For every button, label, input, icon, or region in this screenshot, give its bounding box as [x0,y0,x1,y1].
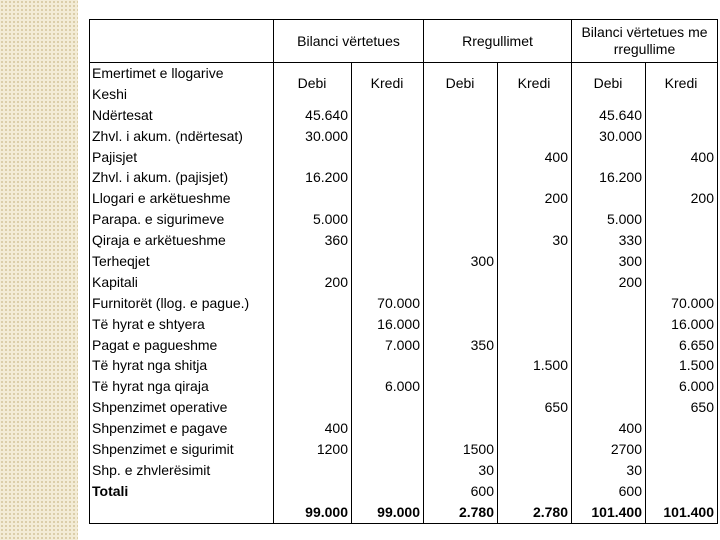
cell-value [276,147,349,168]
cell-value: 16.000 [671,315,714,332]
cell-value [426,355,495,376]
group-header-rregullimet: Rregullimet [424,20,572,63]
account-name: Ndërtesat [92,106,153,123]
account-name: Terheqjet [92,253,150,270]
cell-value: 360 [324,232,348,249]
cell-value [426,314,495,335]
cell-value [574,335,643,356]
cell-value [276,314,349,335]
cell-value [276,251,349,272]
cell-value: 300 [470,253,494,270]
subheader-kredi: Kredi [370,75,404,91]
cell-value [354,188,421,209]
cell-value [500,272,569,293]
account-name: Keshi [92,85,128,102]
account-name: Pajisjet [92,148,138,165]
total-label: Totali [92,482,129,499]
column-rr-debi [424,63,498,524]
account-name: Shpenzimet e sigurimit [92,441,234,458]
group-header-bilanci: Bilanci vërtetues [274,20,424,63]
cell-value: 6.650 [678,336,714,353]
cell-value [500,126,569,147]
cell-value [426,418,495,439]
cell-value [276,397,349,418]
column-bvr-debi [572,63,646,524]
cell-value: 30 [626,461,642,478]
account-name: Të hyrat nga shitja [92,357,208,374]
cell-value [500,314,569,335]
cell-value [354,251,421,272]
cell-value [426,376,495,397]
column-bv-debi [274,63,352,524]
subheader-debi: Debi [297,75,327,91]
cell-value: 200 [544,190,568,207]
subheader-kredi: Kredi [517,75,551,91]
cell-value [500,293,569,314]
cell-value [426,272,495,293]
cell-value: 30.000 [599,127,642,144]
cell-value: 350 [470,336,494,353]
cell-value [426,397,495,418]
account-name: Të hyrat nga qiraja [92,378,209,395]
cell-value [426,126,495,147]
cell-value [354,439,421,460]
cell-value: 7.000 [384,336,420,353]
cell-value [648,126,715,147]
cell-value [426,209,495,230]
cell-value [500,439,569,460]
cell-value [574,188,643,209]
cell-value [354,397,421,418]
cell-value [500,481,569,502]
names-column-header: Emertimet e llogarive [92,65,224,81]
cell-value [648,481,715,502]
account-name: Furnitorët (llog. e pague.) [92,294,250,311]
cell-value [354,355,421,376]
cell-value: 70.000 [377,294,420,311]
cell-value [648,272,715,293]
cell-value [574,376,643,397]
group-header-bilanci-rregullime: Bilanci vërtetues me rregullime [572,20,718,63]
cell-value [574,314,643,335]
cell-value [276,293,349,314]
cell-value [500,460,569,481]
total-bv-kredi: 99.000 [377,503,420,520]
cell-value: 650 [544,399,568,416]
cell-value [354,105,421,126]
names-header-spacer [90,20,274,63]
cell-value [354,209,421,230]
column-rr-kredi [498,63,572,524]
cell-value [426,230,495,251]
account-name: Shpenzimet operative [92,399,228,416]
account-name: Llogari e arkëtueshme [92,190,231,207]
cell-value [426,147,495,168]
cell-value [426,293,495,314]
cell-value [276,376,349,397]
cell-value [354,230,421,251]
cell-value [354,272,421,293]
account-name: Shpenzimet e pagave [92,420,228,437]
cell-value: 650 [690,399,714,416]
cell-value [648,460,715,481]
cell-value [426,188,495,209]
cell-value: 1500 [462,441,494,458]
cell-value [648,251,715,272]
cell-value: 1.500 [532,357,568,374]
cell-value [500,418,569,439]
cell-value: 330 [618,232,642,249]
total-rr-debi: 2.780 [458,503,494,520]
cell-value [500,335,569,356]
decorative-side-pattern [0,0,78,540]
cell-value: 200 [324,273,348,290]
cell-value [574,147,643,168]
subheader-kredi: Kredi [664,75,698,91]
column-bvr-kredi [646,63,718,524]
cell-value [354,167,421,188]
cell-value: 400 [618,420,642,437]
subheader-debi: Debi [593,75,623,91]
cell-value [648,167,715,188]
cell-value [574,355,643,376]
cell-value [500,251,569,272]
cell-value: 200 [618,273,642,290]
cell-value [276,188,349,209]
cell-value [276,335,349,356]
cell-value: 1200 [316,441,348,458]
cell-value [574,397,643,418]
account-names-column [90,63,274,524]
cell-value: 45.640 [599,106,642,123]
account-name: Pagat e pagueshme [92,336,218,353]
cell-value: 70.000 [671,294,714,311]
cell-value [648,209,715,230]
account-name: Zhvl. i akum. (ndërtesat) [92,127,243,144]
cell-value [648,230,715,251]
cell-value: 45.640 [305,106,348,123]
cell-value: 16.000 [377,315,420,332]
cell-value [426,105,495,126]
total-rr-kredi: 2.780 [532,503,568,520]
cell-value [500,167,569,188]
cell-value [354,126,421,147]
cell-value: 30 [478,461,494,478]
cell-value [354,418,421,439]
cell-value: 400 [690,148,714,165]
cell-value: 400 [324,420,348,437]
cell-value: 16.200 [305,169,348,186]
subheader-debi: Debi [445,75,475,91]
total-bv-debi: 99.000 [305,503,348,520]
cell-value [574,293,643,314]
cell-value [354,147,421,168]
column-bv-kredi [352,63,424,524]
total-bvr-kredi: 101.400 [663,503,714,520]
cell-value [354,481,421,502]
account-names-list [92,84,271,481]
total-bvr-debi: 101.400 [591,503,642,520]
cell-value [354,460,421,481]
cell-value: 5.000 [606,211,642,228]
cell-value: 6.000 [678,378,714,395]
cell-value [426,167,495,188]
cell-value: 200 [690,190,714,207]
ledger-body-row [90,63,718,524]
cell-value: 600 [618,482,642,499]
trial-balance-table [89,19,718,524]
account-name: Zhvl. i akum. (pajisjet) [92,169,229,186]
cell-value [648,439,715,460]
cell-value: 300 [618,253,642,270]
cell-value: 30.000 [305,127,348,144]
cell-value: 16.200 [599,169,642,186]
cell-value [500,376,569,397]
cell-value: 1.500 [678,357,714,374]
account-name: Të hyrat e shtyera [92,315,205,332]
cell-value [276,460,349,481]
cell-value [276,355,349,376]
group-header-row [90,20,718,63]
cell-value: 30 [552,232,568,249]
cell-value: 400 [544,148,568,165]
cell-value: 2700 [610,441,642,458]
account-name: Shp. e zhvlerësimit [92,461,211,478]
cell-value [500,105,569,126]
cell-value [500,209,569,230]
cell-value: 6.000 [384,378,420,395]
cell-value [276,481,349,502]
cell-value: 600 [470,482,494,499]
cell-value: 5.000 [312,211,348,228]
account-name: Kapitali [92,273,138,290]
cell-value [648,418,715,439]
account-name: Qiraja e arkëtueshme [92,232,226,249]
cell-value [648,105,715,126]
account-name: Parapa. e sigurimeve [92,211,225,228]
